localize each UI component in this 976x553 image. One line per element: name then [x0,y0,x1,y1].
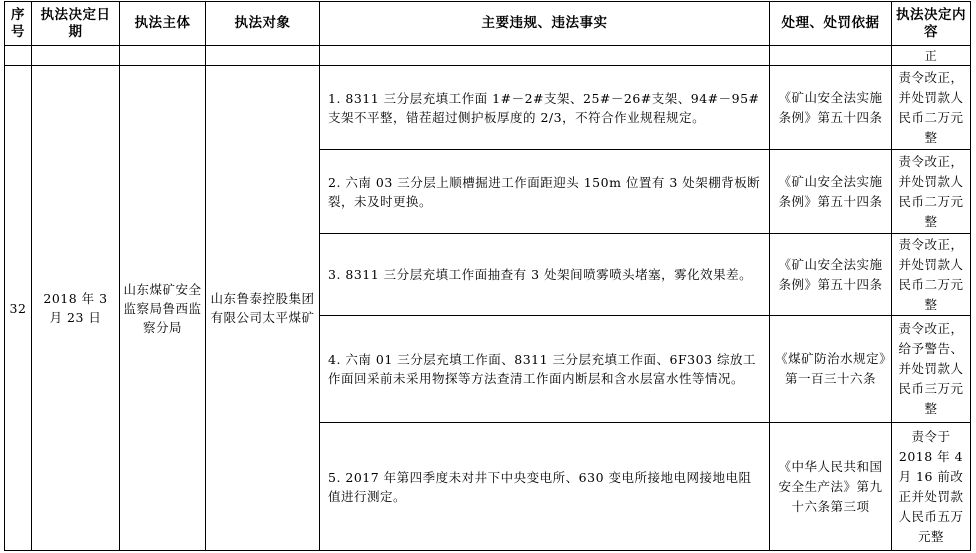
basis-cell: 《矿山安全法实施条例》第五十四条 [770,66,892,150]
decision-cell: 责令于 2018 年 4 月 16 前改正并处罚款人民币五万元整 [892,423,971,551]
fact-cell: 4. 六南 01 三分层充填工作面、8311 三分层充填工作面、6F303 综放工作面回采前未采用物探等方法查清工作面内断层和含水层富水性等情况。 [320,316,770,423]
cont-date [32,46,120,66]
header-target: 执法对象 [206,2,320,46]
header-facts: 主要违规、违法事实 [320,2,770,46]
basis-cell: 《煤矿防治水规定》第一百三十六条 [770,316,892,423]
decision-cell: 责令改正，并处罚款人民币二万元整 [892,66,971,150]
basis-cell: 《矿山安全法实施条例》第五十四条 [770,150,892,234]
table-row [5,66,971,150]
enforcement-table [4,1,971,551]
cont-target [206,46,320,66]
basis-cell: 《矿山安全法实施条例》第五十四条 [770,234,892,316]
basis-cell: 《中华人民共和国安全生产法》第九十六条第三项 [770,423,892,551]
fact-cell: 3. 8311 三分层充填工作面抽查有 3 处架间喷雾喷头堵塞，雾化效果差。 [320,234,770,316]
header-date: 执法决定日期 [32,2,120,46]
continuation-row [5,46,971,66]
fact-cell: 1. 8311 三分层充填工作面 1#－2#支架、25#－26#支架、94#－95#支架不平整，错茬超过侧护板厚度的 2/3，不符合作业规程规定。 [320,66,770,150]
header-seq: 序号 [5,2,32,46]
header-basis: 处理、处罚依据 [770,2,892,46]
fact-cell: 2. 六南 03 三分层上顺槽掘进工作面距迎头 150m 位置有 3 处架棚背板断裂，未及时更换。 [320,150,770,234]
header-subject: 执法主体 [120,2,206,46]
cont-basis [770,46,892,66]
decision-cell: 责令改正，并处罚款人民币二万元整 [892,150,971,234]
cont-decision: 正 [892,46,971,66]
cont-subject [120,46,206,66]
decision-cell: 责令改正，给予警告、并处罚款人民币三万元整 [892,316,971,423]
header-row [5,2,971,46]
record-seq: 32 [5,66,32,551]
decision-cell: 责令改正，并处罚款人民币二万元整 [892,234,971,316]
header-decision: 执法决定内容 [892,2,971,46]
cont-seq [5,46,32,66]
record-date: 2018 年 3 月 23 日 [32,66,120,551]
fact-cell: 5. 2017 年第四季度未对井下中央变电所、630 变电所接地电网接地电阻值进行测定。 [320,423,770,551]
cont-facts [320,46,770,66]
record-target: 山东鲁泰控股集团有限公司太平煤矿 [206,66,320,551]
record-subject: 山东煤矿安全监察局鲁西监察分局 [120,66,206,551]
